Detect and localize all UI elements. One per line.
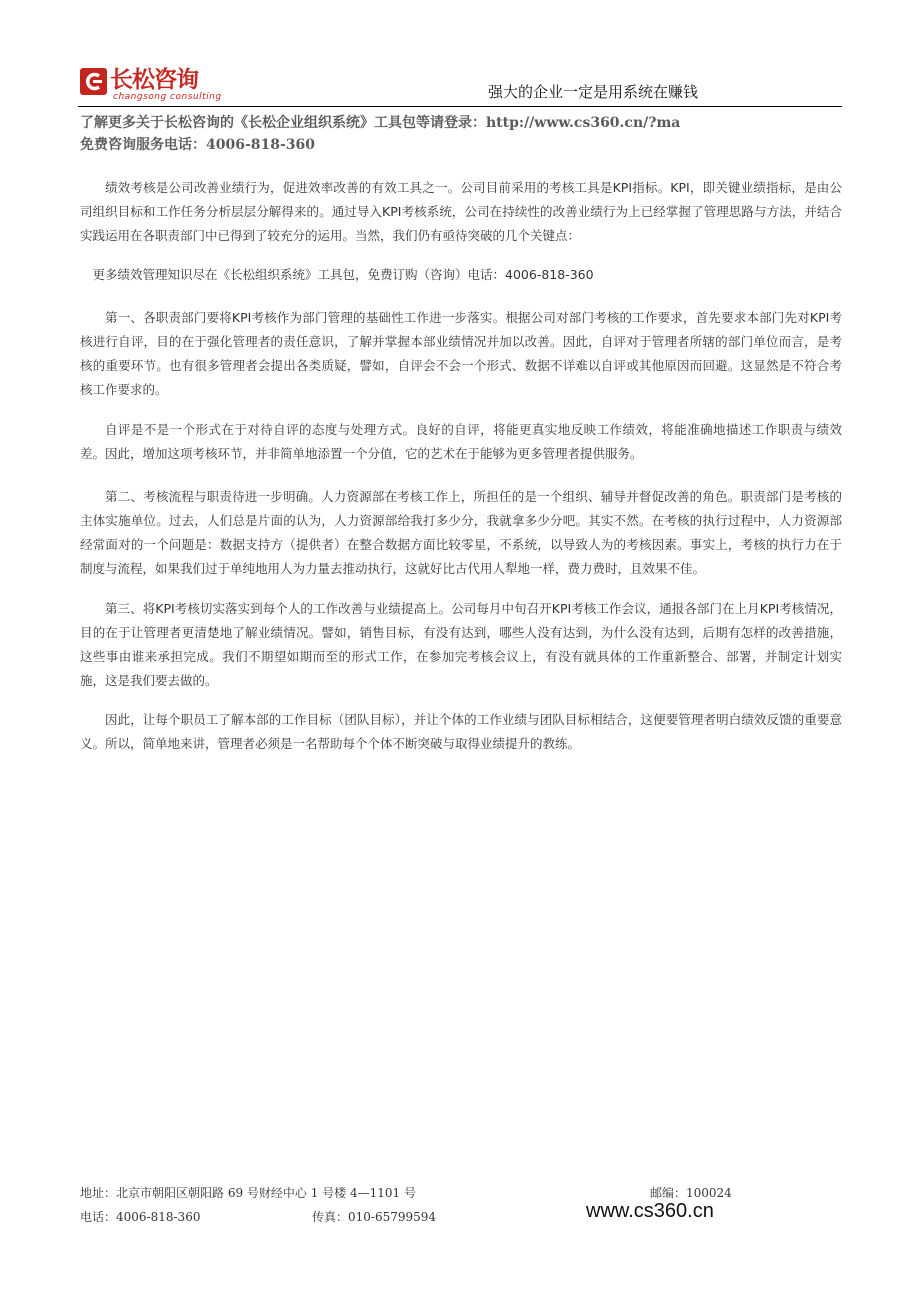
paragraph-point-one: 第一、各职责部门要将KPI考核作为部门管理的基础性工作进一步落实。根据公司对部门考核的工作要求，首先要求本部门先对KPI考核进行自评，目的在于强化管理者的责任意识，了解并掌握本部业绩情况并加以改善。因此，自评对于管理者所辖的部门单位而言，是考核的重要环节。也有很多管理者会提出各类质疑，譬如，自评会不会一个形式、数据不详难以自评或其他原因而回避。这显然是不符合考核工作要求的。 (80, 310, 842, 397)
logo-mark-icon (80, 68, 107, 95)
footer-phone: 电话：4006-818-360 (80, 1210, 201, 1224)
company-logo (80, 66, 222, 102)
logo-subtitle: changsong consulting (113, 92, 222, 102)
logo-text: 长松咨询 (110, 67, 198, 93)
footer-address: 地址：北京市朝阳区朝阳路 69 号财经中心 1 号楼 4—1101 号 (80, 1186, 416, 1200)
paragraph-promo-note: 更多绩效管理知识尽在《长松组织系统》工具包，免费订购（咨询）电话：4006-818-360 (92, 267, 594, 282)
paragraph-self-review: 自评是不是一个形式在于对待自评的态度与处理方式。良好的自评，将能更真实地反映工作绩效，将能准确地描述工作职责与绩效差。因此，增加这项考核环节，并非简单地添置一个分值，它的艺术在于能够为更多管理者提供服务。 (80, 422, 842, 461)
paragraph-point-two: 第二、考核流程与职责待进一步明确。人力资源部在考核工作上，所担任的是一个组织、辅导并督促改善的角色。职责部门是考核的主体实施单位。过去，人们总是片面的认为，人力资源部给我打多少分，我就拿多少分吧。其实不然。在考核的执行过程中，人力资源部经常面对的一个问题是：数据支持方（提供者）在整合数据方面比较零星，不系统，以导致人为的考核因素。事实上，考核的执行力在于制度与流程，如果我们过于单纯地用人为力量去推动执行，这就好比古代用人犁地一样，费力费时，且效果不佳。 (80, 489, 842, 576)
paragraph-point-three: 第三、将KPI考核切实落实到每个人的工作改善与业绩提高上。公司每月中旬召开KPI考核工作会议，通报各部门在上月KPI考核情况，目的在于让管理者更清楚地了解业绩情况。譬如，销售目标，有没有达到，哪些人没有达到，为什么没有达到，后期有怎样的改善措施，这些事由谁来承担完成。我们不期望如期而至的形式工作，在参加完考核会议上，有没有就具体的工作重新整合、部署，并制定计划实施，这是我们要去做的。 (80, 601, 842, 688)
footer-fax: 传真：010-65799594 (312, 1210, 437, 1224)
paragraph-intro: 绩效考核是公司改善业绩行为，促进效率改善的有效工具之一。公司目前采用的考核工具是KPI指标。KPI，即关键业绩指标，是由公司组织目标和工作任务分析层层分解得来的。通过导入KPI考核系统，公司在持续性的改善业绩行为上已经掌握了管理思路与方法，并结合实践运用在各职责部门中已得到了较充分的运用。当然，我们仍有亟待突破的几个关键点： (80, 180, 842, 243)
footer-website: www.cs360.cn (586, 1200, 714, 1222)
header-divider (78, 106, 842, 107)
footer-postcode: 邮编：100024 (650, 1186, 732, 1200)
paragraph-conclusion: 因此，让每个职员工了解本部的工作目标（团队目标），并让个体的工作业绩与团队目标相结合，这便要管理者明白绩效反馈的重要意义。所以，简单地来讲，管理者必须是一名帮助每个个体不断突破与取得业绩提升的教练。 (80, 712, 842, 751)
promo-link-line: 了解更多关于长松咨询的《长松企业组织系统》工具包等请登录：http://www.cs360.cn/?ma (80, 115, 681, 131)
header-slogan: 强大的企业一定是用系统在赚钱 (488, 83, 699, 101)
promo-phone-line: 免费咨询服务电话：4006-818-360 (80, 137, 316, 153)
